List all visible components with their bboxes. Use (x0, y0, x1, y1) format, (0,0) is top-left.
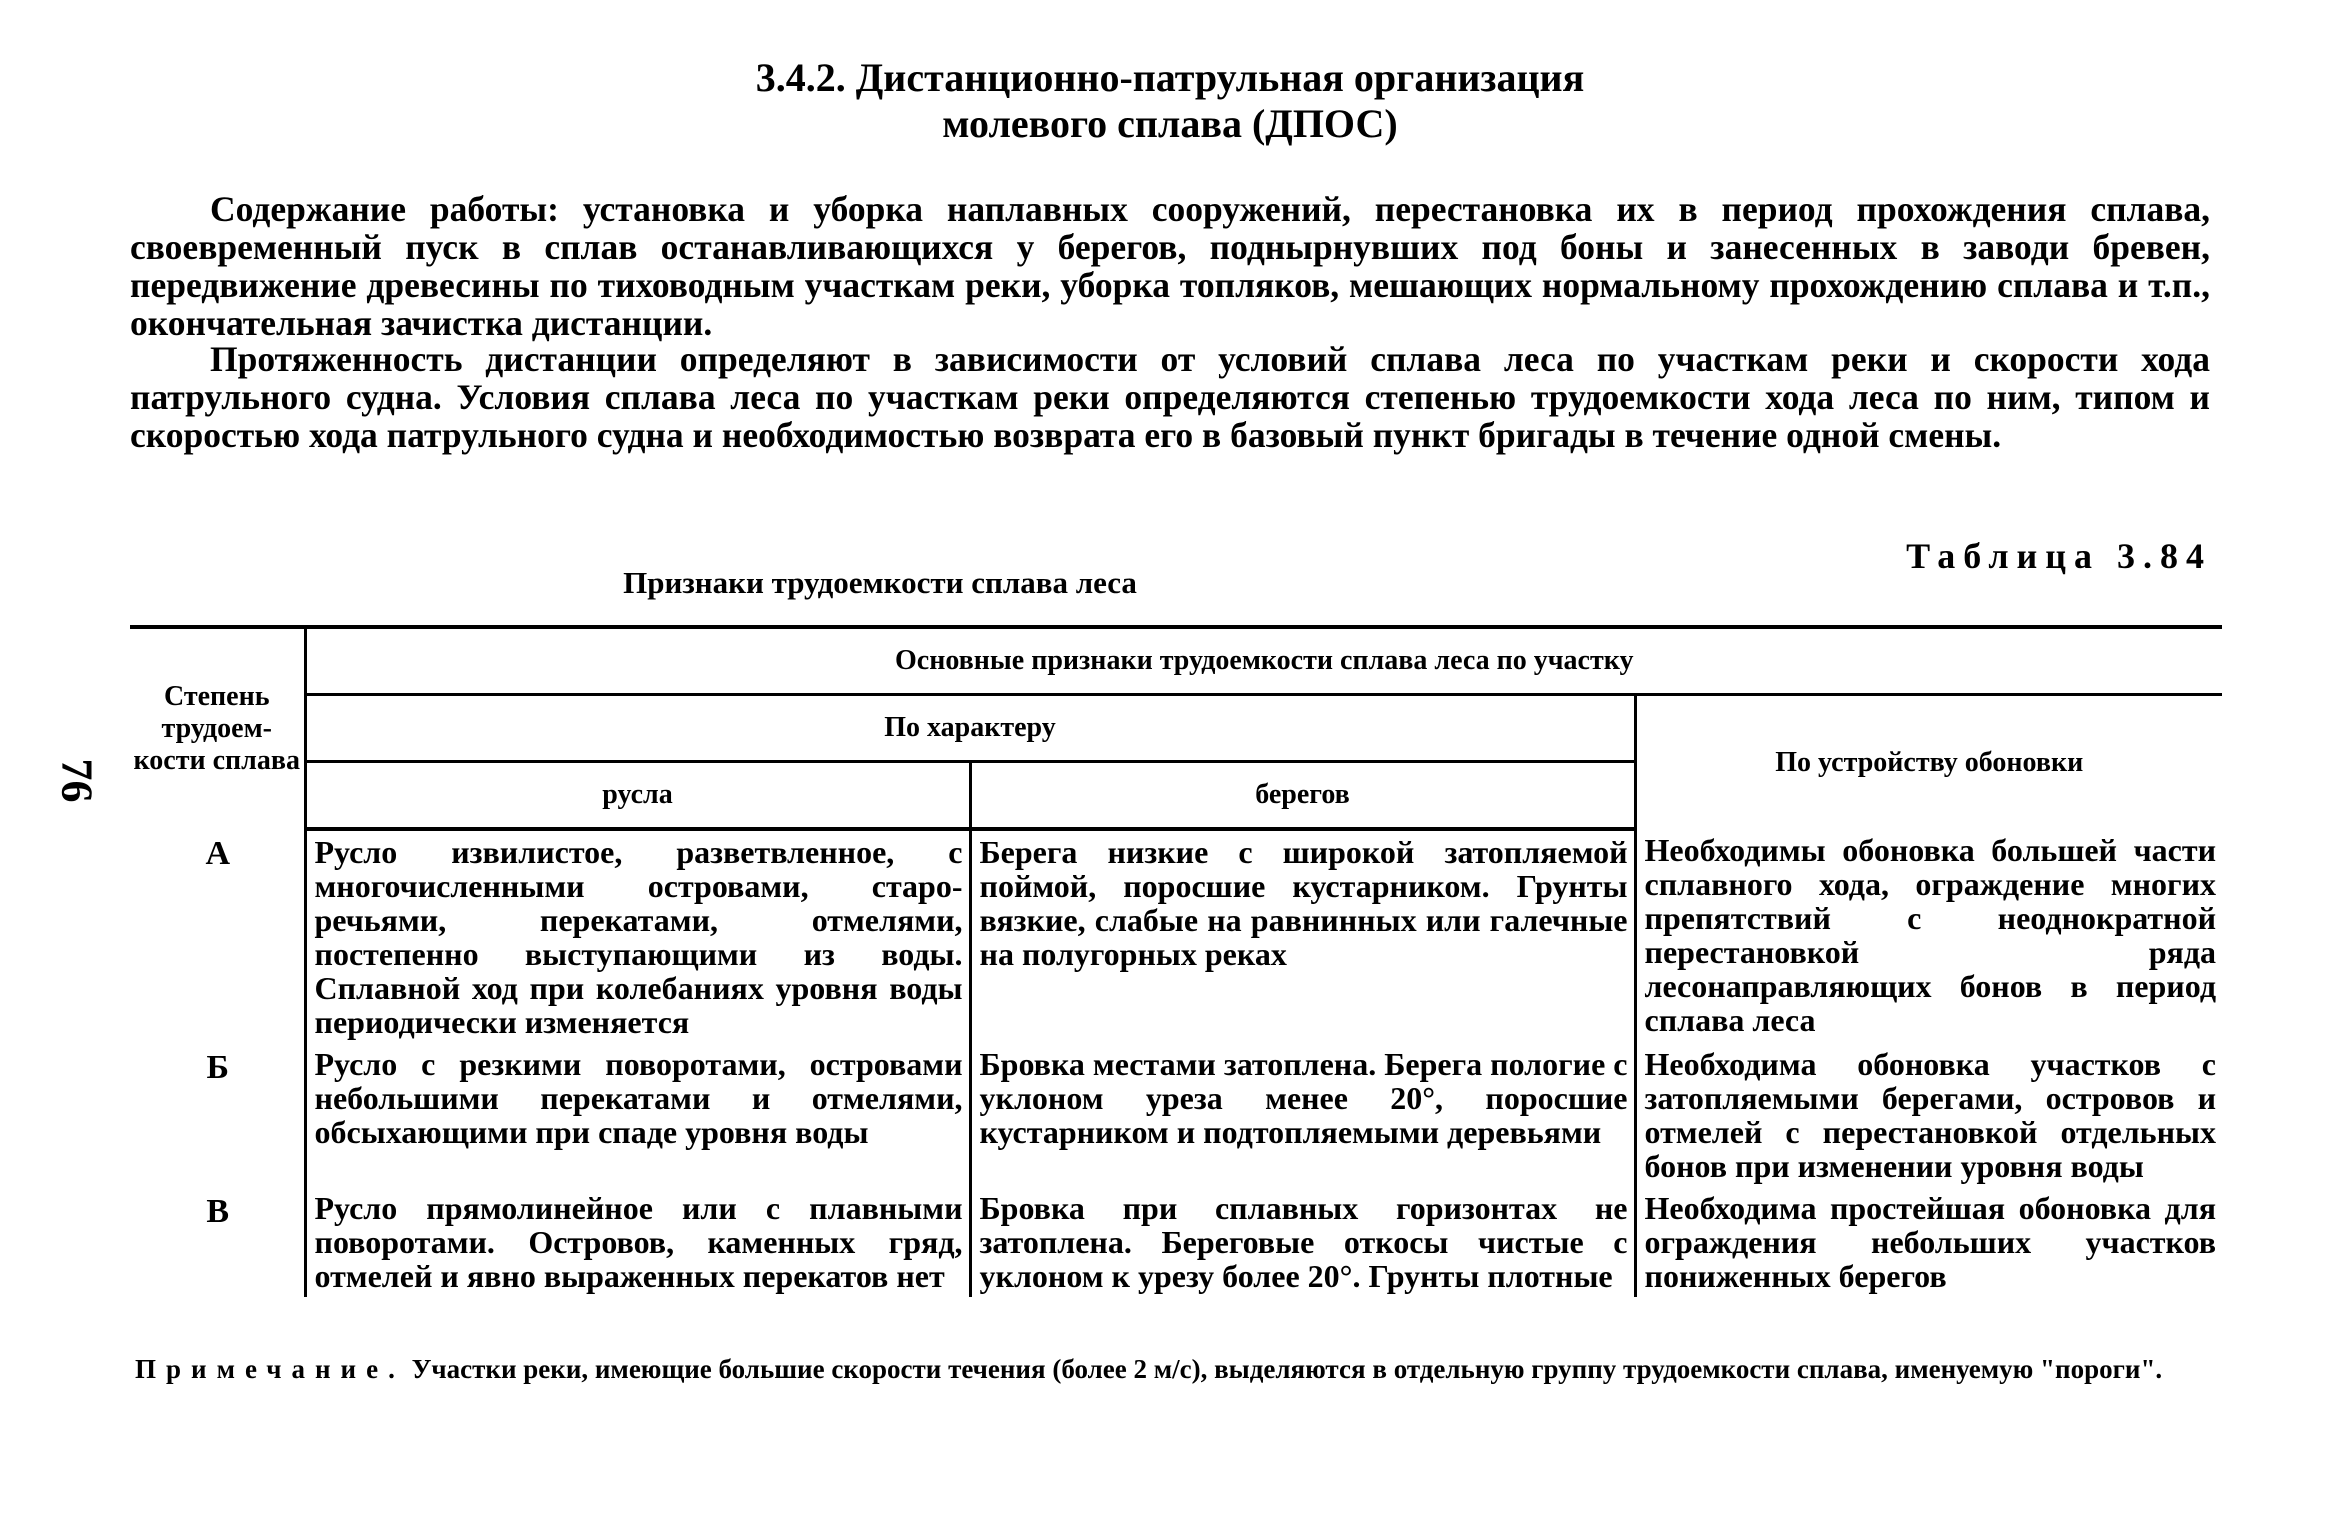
header-banks: берегов (970, 762, 1635, 830)
table-row (130, 1187, 2222, 1297)
paragraph-distance: Протяженность дистанции определяют в зависимости от условий сплава леса по участкам реки и скорости хода патрульного судна. Условия сплава леса по участкам реки определяются степенью трудоемкости хода леса по ним, типом и скоростью хода патрульного судна и необходимостью возврата его в базовый пункт бригады в течение одной смены. (130, 339, 2210, 455)
header-channel: русла (305, 762, 970, 830)
note-text: Участки реки, имеющие большие скорости течения (более 2 м/с), выделяются в отдельную группу трудоемкости сплава, именуемую "пороги". (404, 1354, 2163, 1384)
section-title (130, 55, 2210, 147)
banks-cell: Бровка местами затоплена. Берега пологие с уклоном уреза менее 20°, поросшие кустарником и подтопляемыми деревьями (970, 1043, 1635, 1187)
table-label: Таблица 3.84 (1906, 536, 2212, 576)
labor-intensity-table (130, 625, 2222, 1297)
grade-cell: В (130, 1187, 305, 1297)
table-title: Признаки трудоемкости сплава леса (623, 565, 1137, 600)
header-degree: Степень трудоем- кости сплава (130, 627, 305, 829)
boom-device-cell: Необходима простейшая обоновка для ограждения небольших участков пониженных берегов (1644, 1190, 2216, 1294)
paragraph-text: установка и уборка наплавных сооружений, перестановка их в период прохождения сплава, своевременный пуск в сплав останавливающихся у берегов, поднырнувших под боны и занесенных в заводи бревен, передвижение древесины по тиховодным участкам реки, уборка топляков, мешающих нормальному прохождению сплава и т.п., окончательная зачистка дистанции. (130, 189, 2210, 343)
banks-cell: Берега низкие с широкой затопляемой поймой, поросшие кустарником. Грунты вязкие, слабые на равнинных или галечные на полугорных реках (970, 829, 1635, 1043)
section-title-line-2: молевого сплава (ДПОС) (942, 101, 1398, 146)
grade-cell: А (130, 829, 305, 1043)
channel-cell: Русло с резкими поворотами, островами небольшими перекатами и отмелями, обсыхающими при спаде уровня воды (305, 1043, 970, 1187)
channel-cell: Русло прямолинейное или с плавными поворотами. Островов, каменных гряд, отмелей и явно выраженных перекатов нет (305, 1187, 970, 1297)
header-main-features: Основные признаки трудоемкости сплава леса по участку (305, 627, 2222, 695)
table-note (135, 1350, 2220, 1388)
header-by-boom-device: По устройству обоновки (1635, 695, 2222, 830)
paragraph-work-content (130, 190, 2210, 342)
grade-cell: Б (130, 1043, 305, 1187)
boom-device-cell: Необходима обоновка участков с затопляемыми берегами, островов и отмелей с перестановкой отдельных бонов при изменении уровня воды (1644, 1046, 2216, 1184)
page-number: 76 (52, 758, 102, 803)
banks-cell: Бровка при сплавных горизонтах не затоплена. Береговые откосы чистые с уклоном к урезу более 20°. Грунты плотные (970, 1187, 1635, 1297)
boom-device-cell: Необходимы обоновка большей части сплавного хода, ограждение многих препятствий с неоднократной перестановкой ряда лесонаправляющих бонов в период сплава леса (1644, 832, 2216, 1038)
channel-cell: Русло извилистое, разветвленное, с многочисленными островами, староречьями, перекатами, отмелями, постепенно выступающими из воды. Сплавной ход при колебаниях уровня воды периодически изменяется (305, 829, 970, 1043)
section-title-line-1: 3.4.2. Дистанционно-патрульная организация (755, 55, 1585, 100)
header-by-character: По характеру (305, 695, 1635, 762)
table-row (130, 1043, 2222, 1187)
table-row (130, 829, 2222, 1043)
note-label: Примечание. (135, 1354, 405, 1384)
paragraph-label: Содержание работы: (210, 189, 559, 229)
